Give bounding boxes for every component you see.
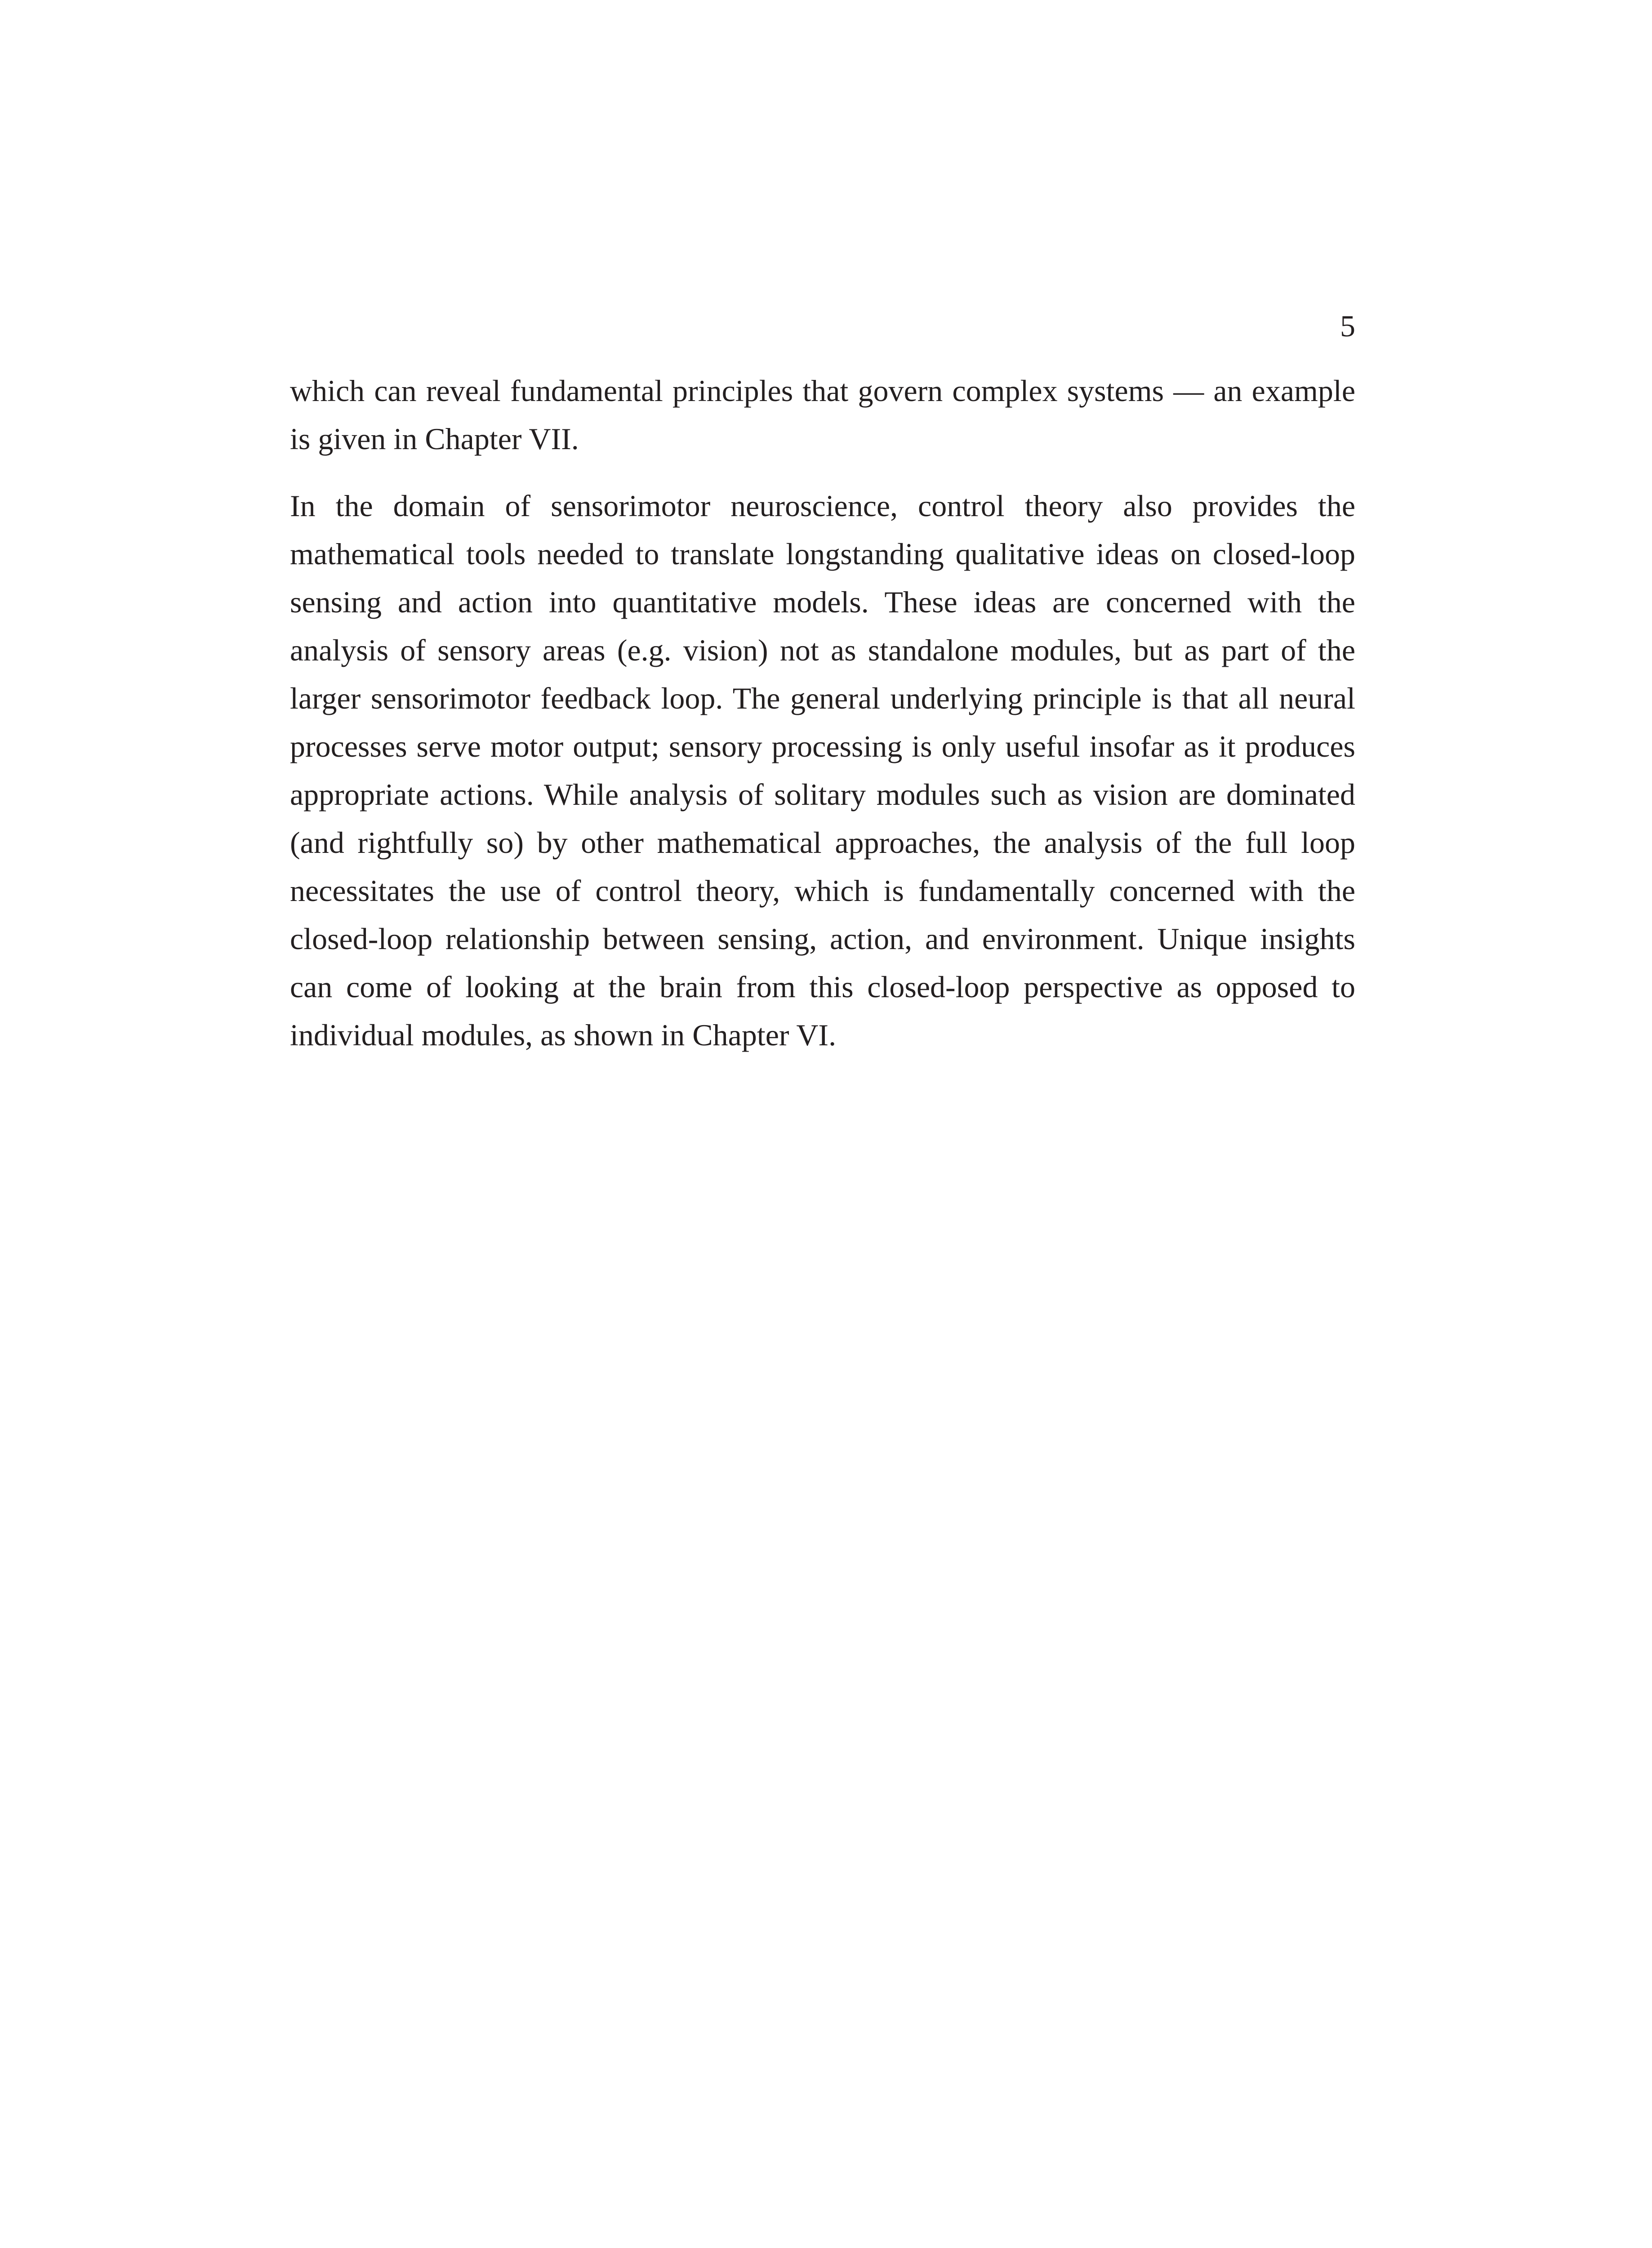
body-text [290, 367, 1355, 1059]
paragraph-2: In the domain of sensorimotor neuroscience, control theory also provides the mathematical tools needed to translate longstanding qualitative ideas on closed-loop sensing and action into quantitative models. These ideas are concerned with the analysis of sensory areas (e.g. vision) not as standalone modules, but as part of the larger sensorimotor feedback loop. The general underlying principle is that all neural processes serve motor output; sensory processing is only useful insofar as it produces appropriate actions. While analysis of solitary modules such as vision are dominated (and rightfully so) by other mathematical approaches, the analysis of the full loop necessitates the use of control theory, which is fundamentally concerned with the closed-loop relationship between sensing, action, and environment. Unique insights can come of looking at the brain from this closed-loop perspective as opposed to individual modules, as shown in Chapter VI. [290, 489, 1355, 1052]
page-number: 5 [1340, 309, 1355, 343]
paragraph-1: which can reveal fundamental principles that govern complex systems — an example is given in Chapter VII. [290, 374, 1355, 456]
